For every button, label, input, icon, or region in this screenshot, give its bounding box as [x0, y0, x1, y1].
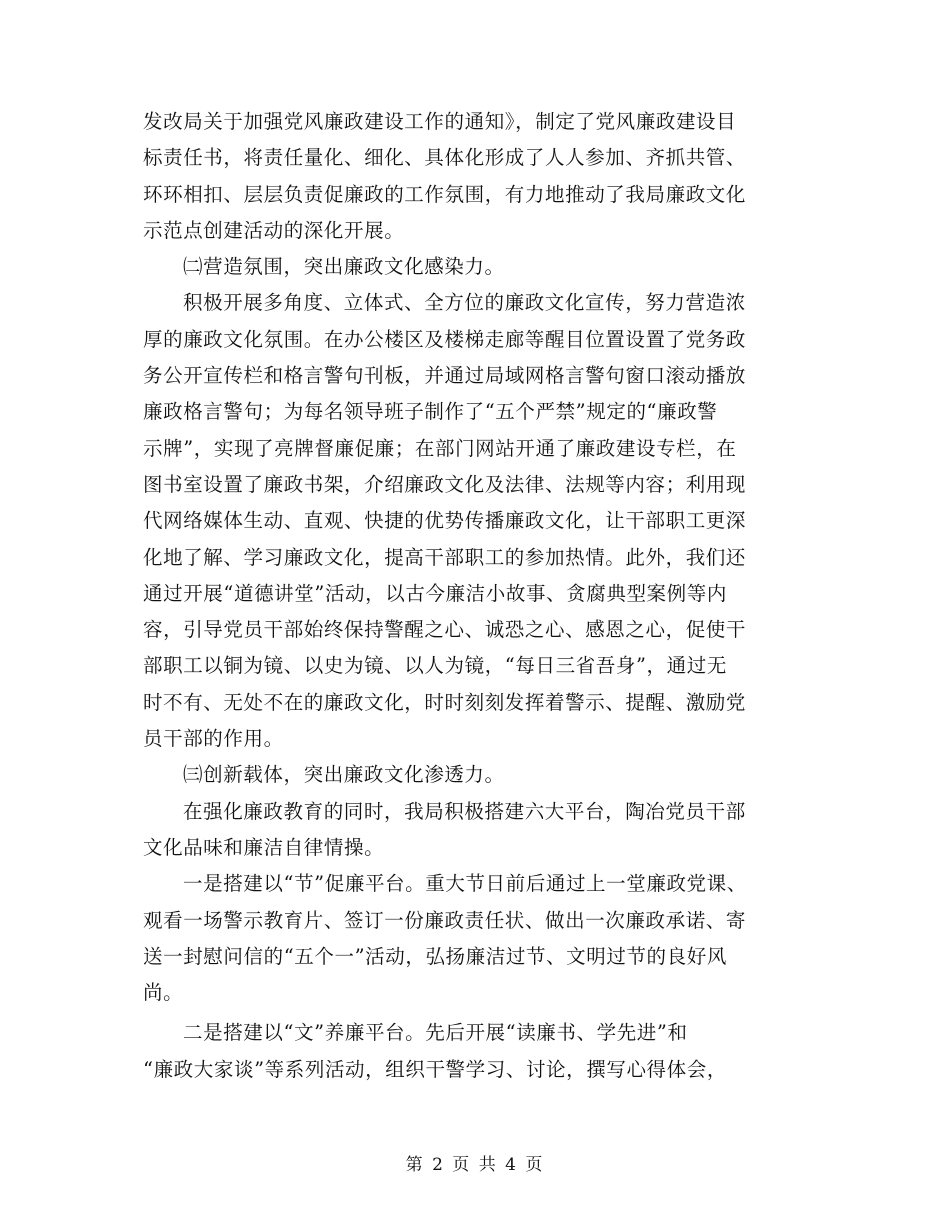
- text-line: 示范点创建活动的深化开展。: [143, 218, 405, 242]
- text-line: ㈡营造氛围，突出廉政文化感染力。: [183, 255, 505, 279]
- text-line: 示牌”，实现了亮牌督廉促廉；在部门网站开通了廉政建设专栏，在: [143, 436, 737, 460]
- text-line: 容，引导党员干部始终保持警醒之心、诚恐之心、感恩之心，促使干: [143, 618, 747, 642]
- text-line: 员干部的作用。: [143, 727, 284, 751]
- text-line: 尚。: [143, 981, 184, 1005]
- text-line: 观看一场警示教育片、签订一份廉政责任状、做出一次廉政承诺、寄: [143, 908, 747, 932]
- text-line: ㈢创新载体，突出廉政文化渗透力。: [183, 763, 505, 787]
- text-line: 化地了解、学习廉政文化，提高干部职工的参加热情。此外，我们还: [143, 545, 747, 569]
- text-line: 标责任书，将责任量化、细化、具体化形成了人人参加、齐抓共管、: [143, 146, 747, 170]
- text-line: 厚的廉政文化氛围。在办公楼区及楼梯走廊等醒目位置设置了党务政: [143, 327, 747, 351]
- text-line: 积极开展多角度、立体式、全方位的廉政文化宣传，努力营造浓: [183, 291, 746, 315]
- page-footer: 第 2 页 共 4 页: [405, 1155, 545, 1175]
- text-line: 时不有、无处不在的廉政文化，时时刻刻发挥着警示、提醒、激励党: [143, 690, 747, 714]
- text-line: 二是搭建以“文”养廉平台。先后开展“读廉书、学先进”和: [183, 1021, 688, 1045]
- text-line: 图书室设置了廉政书架，介绍廉政文化及法律、法规等内容；利用现: [143, 472, 747, 496]
- text-line: 廉政格言警句；为每名领导班子制作了“五个严禁”规定的“廉政警: [143, 400, 718, 424]
- text-line: 务公开宣传栏和格言警句刊板，并通过局域网格言警句窗口滚动播放: [143, 364, 747, 388]
- text-line: 代网络媒体生动、直观、快捷的优势传播廉政文化，让干部职工更深: [143, 509, 747, 533]
- document-body: [143, 104, 823, 1088]
- text-line: 文化品味和廉洁自律情操。: [143, 835, 385, 859]
- text-line: 环环相扣、层层负责促廉政的工作氛围，有力地推动了我局廉政文化: [143, 182, 747, 206]
- text-line: 在强化廉政教育的同时，我局积极搭建六大平台，陶冶党员干部: [183, 799, 746, 823]
- text-line: 一是搭建以“节”促廉平台。重大节日前后通过上一堂廉政党课、: [183, 872, 747, 896]
- text-line: 部职工以铜为镜、以史为镜、以人为镜，“每日三省吾身”，通过无: [143, 654, 727, 678]
- text-line: 送一封慰问信的“五个一”活动，弘扬廉洁过节、文明过节的良好风: [143, 944, 727, 968]
- text-line: “廉政大家谈”等系列活动，组织干警学习、讨论，撰写心得体会，: [143, 1057, 727, 1081]
- text-line: 通过开展“道德讲堂”活动，以古今廉洁小故事、贪腐典型案例等内: [143, 581, 727, 605]
- text-line: 发改局关于加强党风廉政建设工作的通知》，制定了党风廉政建设目: [143, 110, 737, 133]
